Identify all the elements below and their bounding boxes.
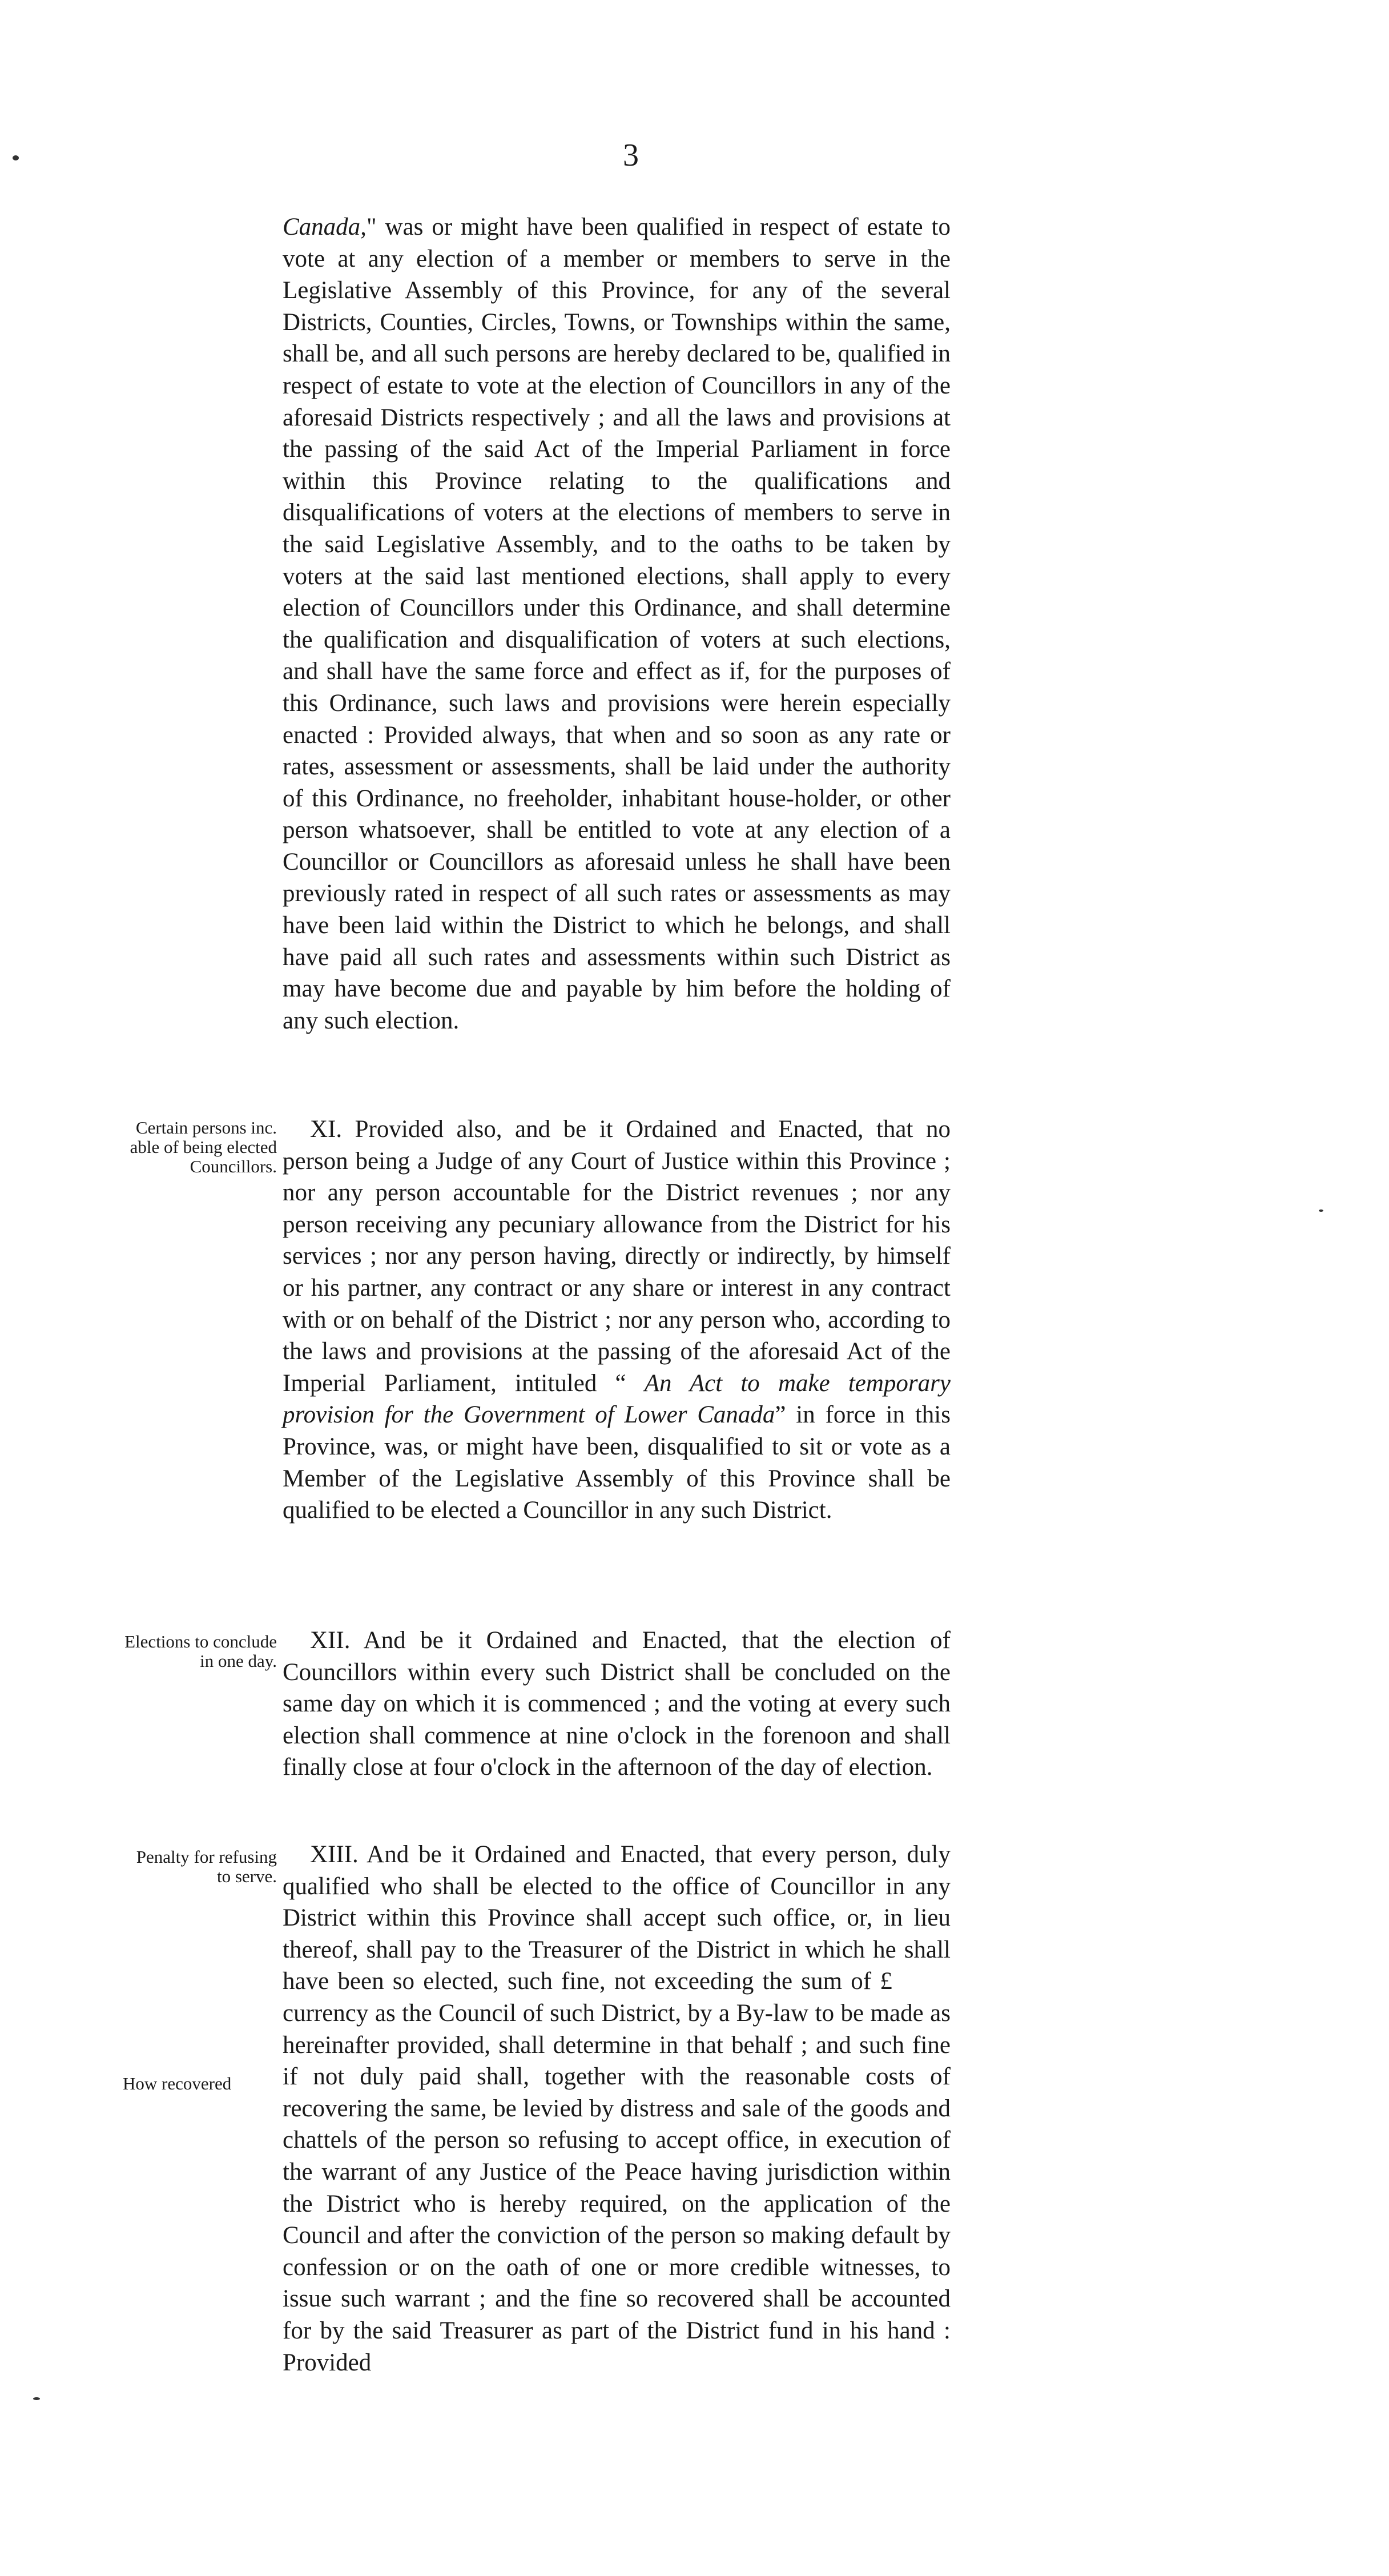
page-number: 3 [623,138,639,173]
section-xiii-text: XIII. And be it Ordained and Enacted, that every person, duly qualified who shall be elected to the office of Councillor in any District within this Province shall accept such office, or, in lieu thereof, shall pay to the Treasurer of the District in which he shall have been so elected, such fine, not exceeding the sum of £ currency as the Council of such District, by a By-law to be made as hereinafter provided, shall determine in that behalf ; and such fine if not duly paid shall, together with the reasonable costs of recovering the same, be levied by distress and sale of the goods and chattels of the person so refusing to accept office, in execution of the warrant of any Justice of the Peace having jurisdiction within the District who is hereby required, on the application of the Council and after the conviction of the person so making default by confession or on the oath of one or more credible witnesses, to issue such warrant ; and the fine so recovered shall be accounted for by the said Treasurer as part of the District fund in his hand : Provided [283,1841,951,2376]
margin-note-xi: Certain persons inc. able of being elected Councillors. [130,1118,277,1176]
intro-text: Canada," was or might have been qualified in respect of estate to vote at any election of a member or members to serve in the Legislative Assembly of this Province, for any of the several Districts, Counties, Circles, Towns, or Townships within the same, shall be, and all such persons are hereby declared to be, qualified in respect of estate to vote at the election of Councillors in any of the aforesaid Districts respectively ; and all the laws and provisions at the passing of the said Act of the Imperial Parliament in force within this Province relating to the qualifications and disqualifications of voters at the elections of members to serve in the said Legislative Assembly, and to the oaths to be taken by voters at the said last mentioned elections, shall apply to every election of Councillors under this Ordinance, and shall determine the qualification and disqualification of voters at such elections, and shall have the same force and effect as if, for the purposes of this Ordinance, such laws and provisions were herein especially enacted : Provided always, that when and so soon as any rate or rates, assessment or assessments, shall be laid under the authority of this Ordinance, no freeholder, inhabitant house-holder, or other person whatsoever, shall be entitled to vote at any election of a Councillor or Councillors as aforesaid unless he shall have been previously rated in respect of all such rates or assessments as may have been laid within the District to which he belongs, and shall have paid all such rates and assessments within such District as may have become due and payable by him before the holding of any such election. [283,214,951,1034]
section-xi-text-b: ” in force in this Province, was, or might have been, disqualified to sit or vote as a Member of the Legislative Assembly of this Province shall be qualified to be elected a Councillor in any such District. [283,1401,951,1524]
margin-note-recovered: How recovered [123,2073,232,2093]
margin-note-xii: Elections to conclude in one day. [124,1631,277,1671]
scan-speck [33,2397,40,2400]
section-xi [283,1114,951,1526]
section-xiii [283,1839,951,2378]
section-xi-text-a: XI. Provided also, and be it Ordained and Enacted, that no person being a Judge of any Court of Justice within this Province ; nor any person accountable for the District revenues ; nor any person receiving any pecuniary allowance from the District for his services ; nor any person having, directly or indirectly, by himself or his partner, any contract or any share or interest in any contract with or on behalf of the District ; nor any person who, according to the laws and provisions at the passing of the aforesaid Act of the Imperial Parliament, intituled “ [283,1116,951,1397]
section-xii [283,1625,951,1783]
section-xi-text [283,1114,951,1526]
section-xii-text: XII. And be it Ordained and Enacted, that the election of Councillors within every such District shall be concluded on the same day on which it is commenced ; and the voting at every such election shall commence at nine o'clock in the forenoon and shall finally close at four o'clock in the afternoon of the day of election. [283,1627,951,1781]
act-title: An Act to make temporary provision for the Government of Lower Canada [283,1369,951,1429]
scan-speck [13,155,19,160]
margin-note-xiii: Penalty for refusing to serve. [136,1847,277,1886]
scan-speck [1319,1209,1323,1212]
continuation-paragraph [283,211,951,1036]
intro-italic-word: Canada, [283,214,367,240]
